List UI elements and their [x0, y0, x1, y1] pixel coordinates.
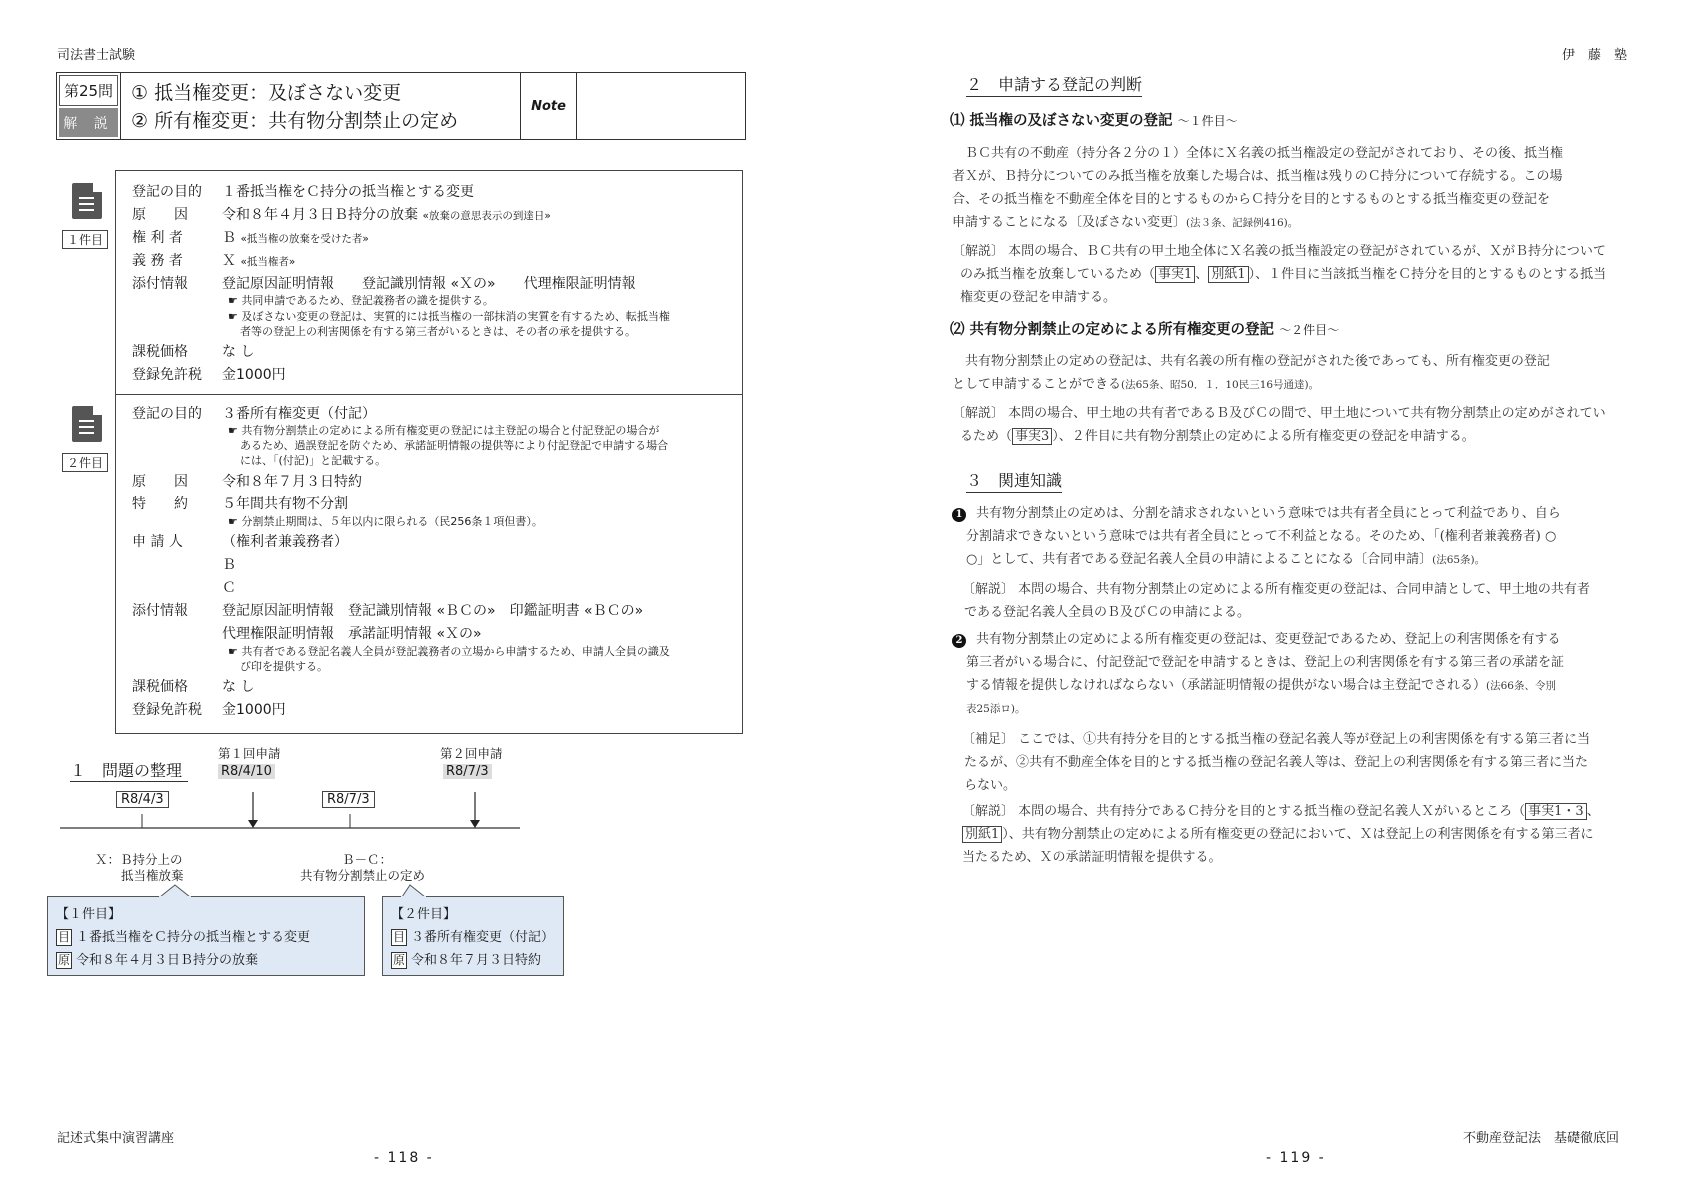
applicant-label: 申 請 人 — [132, 534, 183, 550]
p3-reference: (法65条、昭50．１．10民三16号通達)。 — [1121, 379, 1320, 391]
b2-reference-1: (法66条、令別 — [1486, 680, 1556, 692]
case1-obligor-row — [132, 250, 295, 270]
tax-value: 金1000円 — [222, 702, 286, 718]
subsection-2-title — [950, 318, 1339, 339]
left-page-number: - 118 - — [374, 1150, 434, 1166]
b2-line-3: する情報を提供しなければならない（承諾証明情報の提供がない場合は主登記でされる） — [966, 678, 1487, 693]
p2-line-2-row — [952, 263, 1652, 286]
title-line-2: ② 所有権変更：共有物分割禁止の定め — [131, 110, 459, 132]
b2-expl-sep: 、 — [1586, 804, 1600, 819]
tax-base-label: 課税価格 — [132, 344, 188, 360]
b2-supp-line-3: らない。 — [964, 778, 1017, 793]
b2-expl-line-1a: 〔解説〕 本問の場合、共有持分であるＣ持分を目的とする抵当権の登記名義人Ｘがいるところ（ — [962, 804, 1526, 819]
box1-row-2 — [56, 949, 356, 972]
event1-line-2: 抵当権放棄 — [121, 868, 184, 883]
title-line-1: ① 抵当権変更：及ぼさない変更 — [131, 82, 402, 104]
special-label: 特 約 — [132, 496, 188, 512]
question-number: 第25問 — [59, 75, 118, 106]
b1-expl-line-2: である登記名義人全員のＢ及びＣの申請による。 — [964, 605, 1251, 620]
paragraph-2 — [952, 240, 1652, 309]
bullet-number-2: 2 — [952, 634, 966, 648]
p1-line-1: ＢＣ共有の不動産（持分各２分の１）全体にＸ名義の抵当権設定の登記がされており、その後、抵当権 — [965, 146, 1564, 161]
cause-label: 原 因 — [132, 474, 188, 490]
purpose-mark: 目 — [392, 930, 405, 944]
p4-line-2b: ）、２件目に共有物分割禁止の定めによる所有権変更の登記を申請する。 — [1052, 429, 1475, 444]
right-holder-value: Ｂ — [222, 230, 236, 246]
purpose-value: ３番所有権変更（付記） — [222, 406, 376, 422]
box2-row-2 — [391, 949, 555, 972]
timeline-section-title: １ 問題の整理 — [70, 758, 188, 782]
case1-label: １件目 — [62, 230, 108, 249]
b1-line-2: 分割請求できないという意味では共有者全員にとって不利益となる。そのため、「(権利者兼義務者) ○ — [966, 529, 1557, 544]
tax-base-value: な し — [222, 344, 255, 360]
subsection-2-heading: ⑵ 共有物分割禁止の定めによる所有権変更の登記 — [950, 322, 1275, 338]
case2-note-2b: び印を提供する。 — [240, 660, 328, 673]
case1-summary-box — [47, 896, 365, 976]
obligor-label: 義 務 者 — [132, 253, 183, 269]
p2-line-3: 権変更の登記を申請する。 — [960, 290, 1117, 305]
callout-pointers — [140, 880, 440, 900]
b1-line-3: ○」として、共有者である登記名義人全員の申請によることになる〔合同申請〕 — [966, 552, 1433, 567]
p3-line-2-row — [952, 373, 1652, 397]
attach-value-1: 登記原因証明情報 登記識別情報 «ＢＣの» 印鑑証明書 «ＢＣの» — [222, 603, 644, 619]
subsection-2-tag: ～２件目～ — [1279, 323, 1340, 337]
first-application-date: R8/4/10 — [218, 764, 275, 779]
left-footer: 記述式集中演習講座 — [57, 1131, 175, 1146]
attach-label: 添付情報 — [132, 276, 188, 292]
case2-summary-box — [382, 896, 564, 976]
application-content-box — [115, 170, 743, 734]
case2-note-1a: ☛ 共有物分割禁止の定めによる所有権変更の登記には主登記の場合と付記登記の場合が — [228, 424, 660, 437]
cause-mark: 原 — [57, 953, 70, 967]
b2-line-1-row — [952, 628, 1652, 651]
box1-line-1: １番抵当権をＣ持分の抵当権とする変更 — [76, 930, 311, 945]
second-application-date: R8/7/3 — [443, 764, 492, 779]
case2-note-2a: ☛ 共有者である登記名義人全員が登記義務者の立場から申請するため、申請人全員の識及 — [228, 645, 670, 658]
attach-value: 登記原因証明情報 登記識別情報 «Ｘの» 代理権限証明情報 — [222, 276, 636, 292]
case2-special-row — [132, 493, 348, 513]
b1-reference: (法65条)。 — [1432, 554, 1486, 566]
second-application-label: 第２回申請 — [440, 746, 503, 761]
bullet-1 — [952, 502, 1652, 572]
purpose-label: 登記の目的 — [132, 184, 202, 200]
b1-expl-line-1: 〔解説〕 本問の場合、共有物分割禁止の定めによる所有権変更の登記は、合同申請として、甲土地の共有者 — [962, 582, 1590, 597]
subsection-1-title — [950, 109, 1238, 130]
cause-note: «放棄の意思表示の到達日» — [422, 210, 551, 222]
note-label: Note — [521, 73, 577, 139]
b2-supp-line-2: たるが、②共有不動産全体を目的とする抵当権の登記名義人等は、登記上の利害関係を有する第三者に当た — [964, 755, 1589, 770]
attachment-ref-1: 別紙1 — [1208, 266, 1248, 283]
subsection-1-tag: ～１件目～ — [1177, 114, 1238, 128]
box1-row-1 — [56, 926, 356, 949]
bullet-2-explanation — [962, 800, 1652, 869]
right-footer: 不動産登記法 基礎徹底回 — [1463, 1131, 1620, 1146]
subsection-1-heading: ⑴ 抵当権の及ぼさない変更の登記 — [950, 113, 1173, 129]
first-application-label: 第１回申請 — [218, 746, 281, 761]
bullet-2-supplement — [962, 728, 1652, 797]
case2-purpose-row — [132, 403, 376, 423]
box2-title: 【２件目】 — [391, 907, 457, 922]
obligor-note: «抵当権者» — [240, 256, 296, 268]
question-number-column — [57, 73, 121, 139]
p1-line-4-row — [952, 211, 1652, 235]
case2-note-1b: あるため、過誤登記を防ぐため、承諾証明情報の提供等により付記登記で申請する場合 — [240, 439, 669, 452]
b2-supp-line-1: 〔補足〕 ここでは、①共有持分を目的とする抵当権の登記名義人等が登記上の利害関係を有する第三者に当 — [962, 732, 1591, 747]
box2-row-1 — [391, 926, 555, 949]
case1-attach-row — [132, 273, 636, 293]
event1-line-1: Ｘ：Ｂ持分上の — [95, 852, 183, 867]
case2-tax-row — [132, 699, 286, 719]
b1-line-1-row — [952, 502, 1652, 525]
b1-line-1: 共有物分割禁止の定めは、分割を請求されないという意味では共有者全員にとって利益であり、自ら — [976, 506, 1561, 521]
left-header: 司法書士試験 — [57, 48, 136, 63]
fact-ref-1-3: 事実1・3 — [1525, 803, 1587, 820]
bullet-2 — [952, 628, 1652, 721]
case1-right-holder-row — [132, 227, 369, 247]
case2-special-note: ☛ 分割禁止期間は、５年以内に限られる（民256条１項但書）。 — [228, 515, 543, 528]
paragraph-4 — [952, 402, 1652, 448]
case2-tax-base-row — [132, 676, 254, 696]
b2-expl-line-2: ）、共有物分割禁止の定めによる所有権変更の登記において、Ｘは登記上の利害関係を有する第三者に — [1002, 827, 1594, 842]
event2-date: R8/7/3 — [322, 791, 375, 808]
fact-ref-1: 事実1 — [1155, 266, 1195, 283]
document-icon-1 — [72, 183, 102, 219]
question-title-box — [56, 72, 746, 140]
p1-line-3: 合、その抵当権を不動産全体を目的とするものからＣ持分を目的とするものとする抵当権変更の登記を — [952, 192, 1551, 207]
case2-cause-row — [132, 471, 362, 491]
p1-line-4: 申請することになる〔及ぼさない変更〕 — [952, 215, 1187, 230]
b2-expl-line-2-row — [962, 823, 1652, 846]
document-icon-2 — [72, 406, 102, 442]
obligor-value: Ｘ — [222, 253, 236, 269]
b2-line-2: 第三者がいる場合に、付記登記で登記を申請するときは、登記上の利害関係を有する第三者の承諾を証 — [966, 655, 1565, 670]
case1-cause-row — [132, 204, 551, 224]
b2-reference-2: 表25添ロ)。 — [966, 703, 1026, 715]
applicant-value: （権利者兼義務者） — [222, 534, 348, 550]
event2-line-2: 共有物分割禁止の定め — [300, 868, 426, 883]
cause-value: 令和８年７月３日特約 — [222, 474, 362, 490]
tax-label: 登録免許税 — [132, 367, 202, 383]
purpose-label: 登記の目的 — [132, 406, 202, 422]
paragraph-3 — [952, 350, 1652, 397]
attachment-ref-1b: 別紙1 — [962, 826, 1002, 843]
applicant-b: Ｂ — [222, 557, 236, 573]
p2-line-2a: のみ抵当権を放棄しているため（ — [960, 267, 1156, 282]
tax-base-label: 課税価格 — [132, 679, 188, 695]
event2-line-1: Ｂ－Ｃ： — [342, 852, 393, 867]
case1-note-2b: 者等の登記上の利害関係を有する第三者がいるときは、その者の承を提供する。 — [240, 325, 636, 338]
section-2-title: ２ 申請する登記の判断 — [966, 72, 1142, 97]
box2-line-2: 令和８年７月３日特約 — [411, 953, 542, 968]
p2-line-1: 〔解説〕 本問の場合、ＢＣ共有の甲土地全体にＸ名義の抵当権設定の登記がされているが、ＸがＢ持分について — [952, 244, 1606, 259]
case1-tax-row — [132, 364, 286, 384]
b2-expl-line-1-row — [962, 800, 1652, 823]
case1-note-2a: ☛ 及ぼさない変更の登記は、実質的には抵当権の一部抹消の実質を有するため、転抵当権 — [228, 310, 670, 323]
right-holder-label: 権 利 者 — [132, 230, 183, 246]
b1-line-3-row — [952, 548, 1652, 572]
event1-date: R8/4/3 — [116, 791, 169, 808]
case2-attach-row — [132, 600, 643, 620]
b2-expl-line-3: 当たるため、Ｘの承諾証明情報を提供する。 — [962, 850, 1222, 865]
case2-label: ２件目 — [62, 453, 108, 472]
p3-line-1: 共有物分割禁止の定めの登記は、共有名義の所有権の登記がされた後であっても、所有権変更の登記 — [965, 354, 1550, 369]
attach-label: 添付情報 — [132, 603, 188, 619]
right-page-number: - 119 - — [1266, 1150, 1326, 1166]
purpose-mark: 目 — [57, 930, 70, 944]
right-holder-note: «抵当権の放棄を受けた者» — [240, 233, 369, 245]
box1-title: 【１件目】 — [56, 907, 122, 922]
bullet-1-explanation — [962, 578, 1652, 624]
tax-label: 登録免許税 — [132, 702, 202, 718]
section-3-title: ３ 関連知識 — [966, 468, 1062, 493]
cause-mark: 原 — [392, 953, 405, 967]
fact-ref-3: 事実3 — [1012, 428, 1052, 445]
p3-line-2: として申請することができる — [952, 377, 1122, 392]
tax-base-value: な し — [222, 679, 255, 695]
case1-purpose-row — [132, 181, 474, 201]
kaisetsu-badge: 解 説 — [59, 108, 118, 137]
p1-reference: (法３条、記録例416)。 — [1186, 217, 1299, 229]
applicant-c: Ｃ — [222, 580, 236, 596]
case1-note-1: ☛ 共同申請であるため、登記義務者の識を提供する。 — [228, 294, 494, 307]
case2-applicant-row — [132, 531, 348, 551]
case-divider — [116, 394, 742, 395]
paragraph-1 — [952, 142, 1652, 235]
p4-line-2a: るため（ — [960, 429, 1013, 444]
b2-line-1: 共有物分割禁止の定めによる所有権変更の登記は、変更登記であるため、登記上の利害関係を有する — [976, 632, 1561, 647]
right-header: 伊 藤 塾 — [1562, 48, 1628, 63]
p4-line-1: 〔解説〕 本問の場合、甲土地の共有者であるＢ及びＣの間で、甲土地について共有物分割禁止の定めがされてい — [952, 406, 1606, 421]
note-space — [577, 73, 745, 139]
box2-line-1: ３番所有権変更（付記） — [411, 930, 555, 945]
bullet-number-1: 1 — [952, 508, 966, 522]
p2-sep: 、 — [1195, 267, 1209, 282]
tax-value: 金1000円 — [222, 367, 286, 383]
p4-line-2-row — [952, 425, 1652, 448]
question-titles — [121, 73, 521, 139]
box1-line-2: 令和８年４月３日Ｂ持分の放棄 — [76, 953, 259, 968]
special-value: ５年間共有物不分割 — [222, 496, 348, 512]
purpose-value: １番抵当権をＣ持分の抵当権とする変更 — [222, 184, 474, 200]
case2-note-1c: には、「(付記)」と記載する。 — [240, 454, 387, 467]
p2-line-2b: ）、１件目に当該抵当権をＣ持分を目的とするものとする抵当 — [1248, 267, 1607, 282]
cause-value: 令和８年４月３日Ｂ持分の放棄 — [222, 207, 418, 223]
p1-line-2: 者Ｘが、Ｂ持分についてのみ抵当権を放棄した場合は、抵当権は残りのＣ持分について存続する。この場 — [952, 169, 1563, 184]
attach-value-2: 代理権限証明情報 承諾証明情報 «Ｘの» — [222, 626, 482, 642]
b2-line-3-row — [952, 674, 1652, 698]
cause-label: 原 因 — [132, 207, 188, 223]
case1-tax-base-row — [132, 341, 254, 361]
